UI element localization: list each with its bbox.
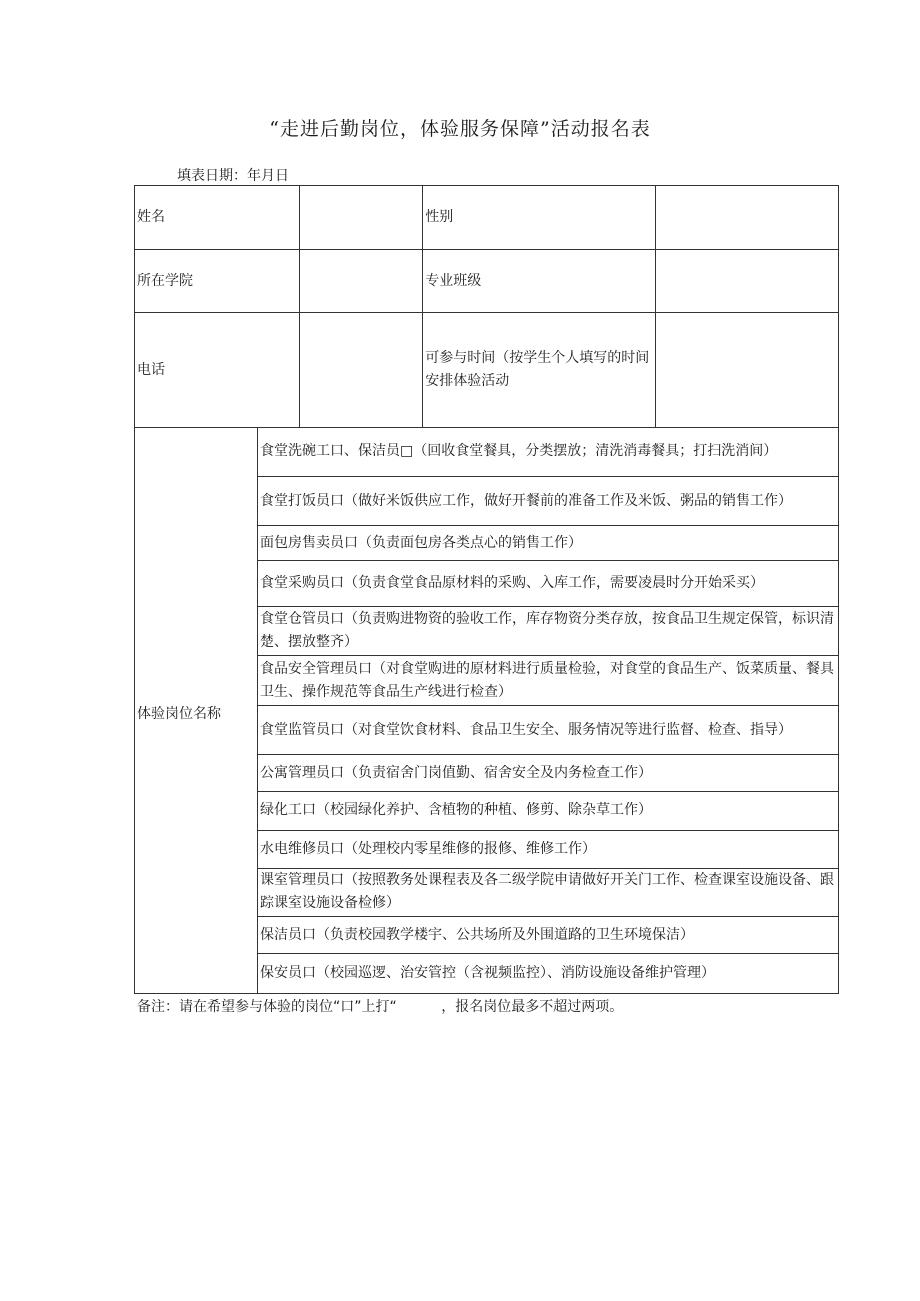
post-option[interactable]: 保洁员口（负责校园教学楼宇、公共场所及外围道路的卫生环境保洁） (258, 917, 839, 954)
post-row (135, 428, 838, 476)
row-posts (135, 428, 839, 994)
posts-label: 体验岗位名称 (137, 706, 221, 722)
posts-table (135, 428, 838, 993)
post-option[interactable]: 绿化工口（校园绿化养护、含植物的种植、修剪、除杂草工作） (258, 792, 839, 830)
post-option[interactable]: 食堂监管员口（对食堂饮食材料、食品卫生安全、服务情况等进行监督、检查、指导） (258, 705, 839, 754)
post-option[interactable]: 食堂打饭员口（做好米饭供应工作，做好开餐前的准备工作及米饭、粥品的销售工作） (258, 476, 839, 525)
name-label: 姓名 (135, 186, 300, 250)
available-time-label: 可参与时间（按学生个人填写的时间安排体验活动 (423, 313, 656, 428)
fill-date-label: 填表日期：年月日 (177, 168, 289, 184)
college-input[interactable] (299, 250, 423, 313)
post-option[interactable]: 食品安全管理员口（对食堂购进的原材料进行质量检验，对食堂的食品生产、饭菜质量、餐具卫生、操作规范等食品生产线进行检查） (258, 656, 839, 705)
available-time-input[interactable] (656, 313, 839, 428)
post-option[interactable]: 课室管理员口（按照教务处课程表及各二级学院申请做好开关门工作、检查课室设施设备、跟踪课室设施设备检修） (258, 868, 839, 916)
row-phone (135, 313, 839, 428)
phone-label: 电话 (135, 313, 300, 428)
gender-label: 性别 (423, 186, 656, 250)
major-class-input[interactable] (656, 250, 839, 313)
phone-input[interactable] (299, 313, 423, 428)
name-input[interactable] (299, 186, 423, 250)
gender-input[interactable] (656, 186, 839, 250)
form-title: “走进后勤岗位，体验服务保障”活动报名表 (269, 118, 651, 140)
post-option[interactable]: 面包房售卖员口（负责面包房各类点心的销售工作） (258, 526, 839, 561)
posts-cell (135, 428, 839, 994)
post-option[interactable]: 食堂仓管员口（负责购进物资的验收工作，库存物资分类存放，按食品卫生规定保管，标识清楚、摆放整齐） (258, 606, 839, 655)
registration-form-table (134, 185, 839, 994)
post-option[interactable]: 食堂洗碗工口、保洁员□（回收食堂餐具，分类摆放；清洗消毒餐具；打扫洗消间） (258, 428, 839, 476)
college-label: 所在学院 (135, 250, 300, 313)
row-name (135, 186, 839, 250)
post-option[interactable]: 保安员口（校园巡逻、治安管控（含视频监控）、消防设施设备维护管理） (260, 965, 715, 982)
post-option[interactable]: 公寓管理员口（负责宿舍门岗值勤、宿舍安全及内务检查工作） (258, 755, 839, 792)
major-class-label: 专业班级 (423, 250, 656, 313)
remark-note: 备注：请在希望参与体验的岗位“口”上打“ ，报名岗位最多不超过两项。 (137, 999, 624, 1015)
post-option[interactable]: 食堂采购员口（负责食堂食品原材料的采购、入库工作，需要凌晨时分开始采买） (258, 561, 839, 606)
row-college (135, 250, 839, 313)
post-option[interactable]: 水电维修员口（处理校内零星维修的报修、维修工作） (258, 830, 839, 868)
